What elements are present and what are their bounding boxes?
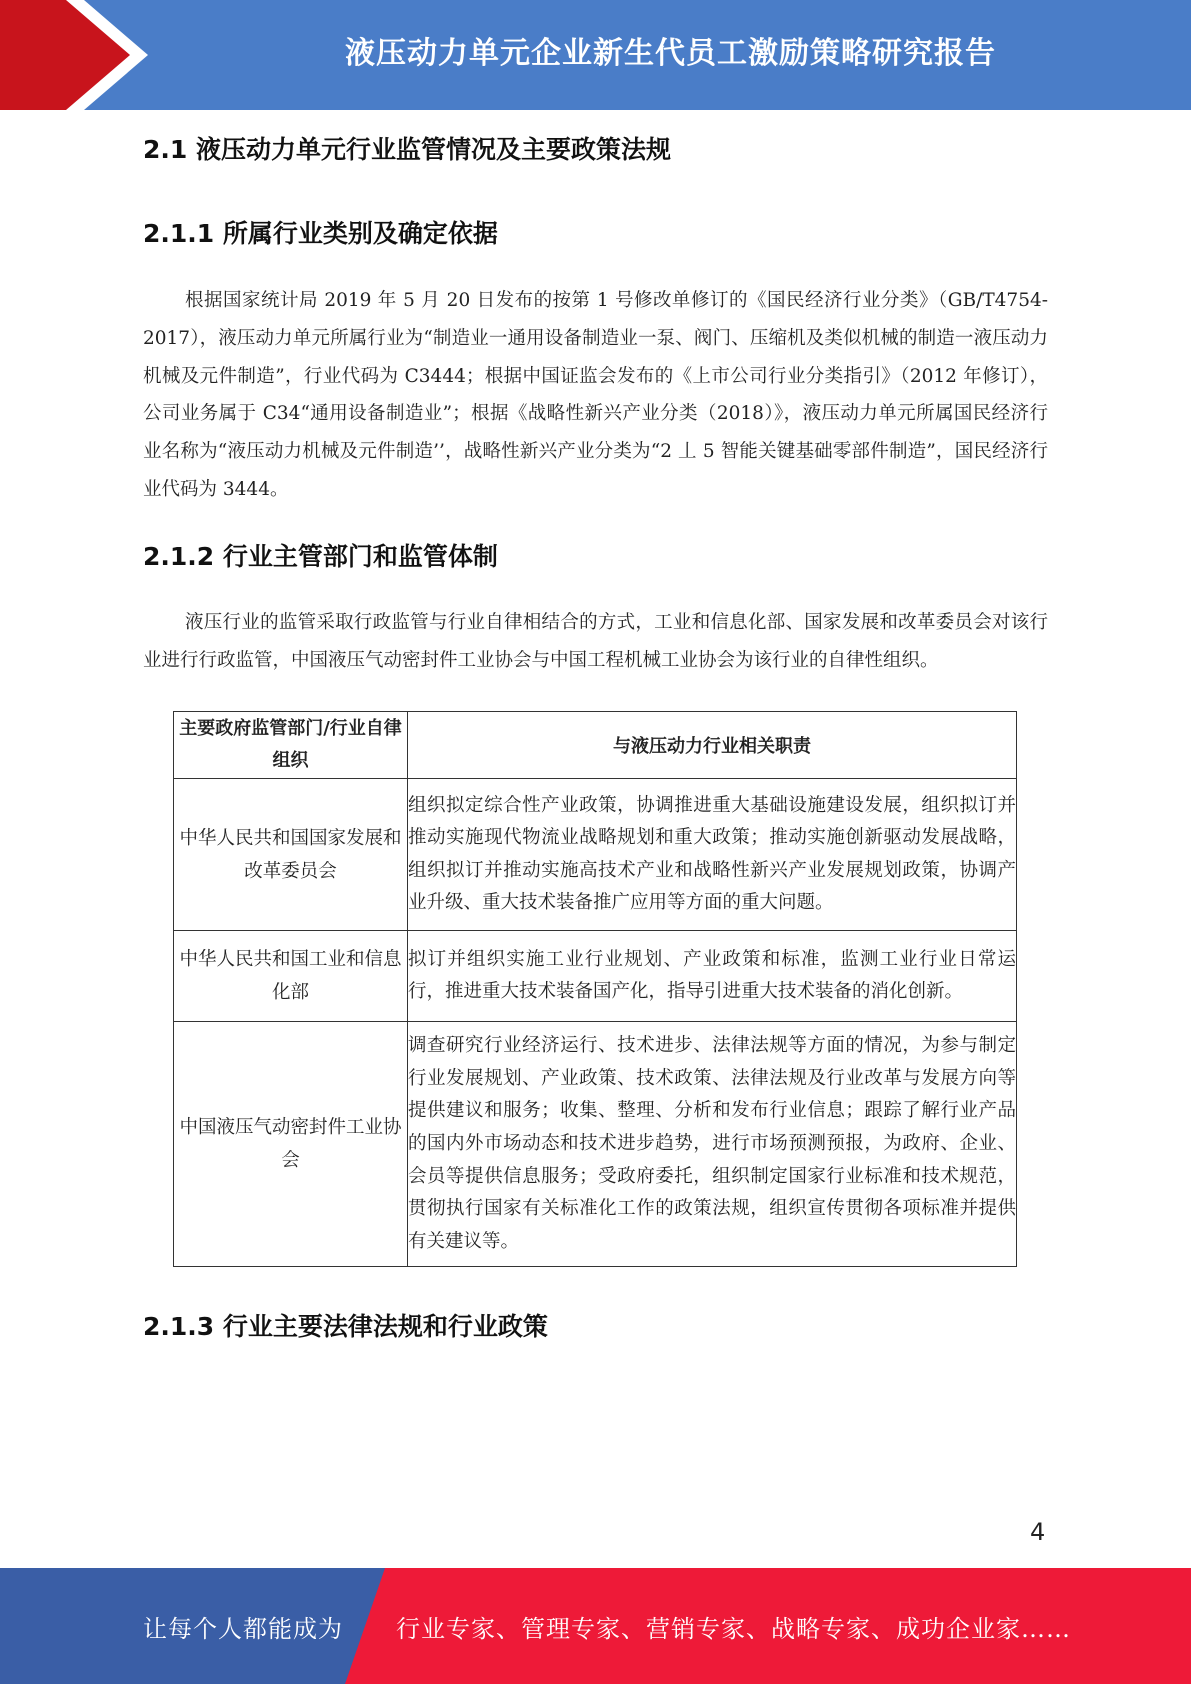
- table-row: [174, 931, 1017, 1022]
- paragraph-industry-classification: 根据国家统计局 2019 年 5 月 20 日发布的按第 1 号修改单修订的《国民经济行业分类》（GB/T4754-2017），液压动力单元所属行业为“制造业一通用设备制造业一泵、阀门、压缩机及类似机械的制造一液压动力机械及元件制造”，行业代码为 C3444；根据中国证监会发布的《上市公司行业分类指引》（2012 年修订），公司业务属于 C34“通用设备制造业”；根据《战略性新兴产业分类（2018）》，液压动力单元所属国民经济行业名称为“液压动力机械及元件制造’’，战略性新兴产业分类为“2 丄 5 智能关键基础零部件制造”，国民经济行业代码为 3444。: [143, 290, 1048, 500]
- page-header: [0, 0, 1191, 110]
- footer-slogan-right: 行业专家、管理专家、营销专家、战略专家、成功企业家……: [396, 1614, 1071, 1643]
- footer-slogan-left: 让每个人都能成为: [143, 1614, 343, 1643]
- page-footer: [0, 1568, 1191, 1684]
- table-row: [174, 779, 1017, 931]
- table-header-cell: 与液压动力行业相关职责: [408, 712, 1017, 779]
- table-cell-duty: 拟订并组织实施工业行业规划、产业政策和标准，监测工业行业日常运行，推进重大技术装备国产化，指导引进重大技术装备的消化创新。: [408, 931, 1017, 1022]
- page-number: 4: [1030, 1518, 1046, 1546]
- table-header-row: [174, 712, 1017, 779]
- table-cell-org: 中华人民共和国国家发展和改革委员会: [174, 779, 408, 931]
- section-heading-2-1-1: 2.1.1 所属行业类别及确定依据: [143, 219, 498, 248]
- section-heading-2-1: 2.1 液压动力单元行业监管情况及主要政策法规: [143, 135, 671, 164]
- table-cell-duty: 调查研究行业经济运行、技术进步、法律法规等方面的情况，为参与制定行业发展规划、产业政策、技术政策、法律法规及行业改革与发展方向等提供建议和服务；收集、整理、分析和发布行业信息；跟踪了解行业产品的国内外市场动态和技术进步趋势，进行市场预测预报，为政府、企业、会员等提供信息服务；受政府委托，组织制定国家行业标准和技术规范，贯彻执行国家有关标准化工作的政策法规，组织宣传贯彻各项标准并提供有关建议等。: [408, 1022, 1017, 1267]
- header-arrow-decoration: [0, 0, 148, 110]
- table-cell-duty: 组织拟定综合性产业政策，协调推进重大基础设施建设发展，组织拟订并推动实施现代物流业战略规划和重大政策；推动实施创新驱动发展战略，组织拟订并推动实施高技术产业和战略性新兴产业发展规划政策，协调产业升级、重大技术装备推广应用等方面的重大问题。: [408, 779, 1017, 931]
- table-header-cell: 主要政府监管部门/行业自律组织: [174, 712, 408, 779]
- regulatory-bodies-table: [173, 711, 1017, 1267]
- main-content: [143, 118, 1048, 1359]
- table-cell-org: 中国液压气动密封件工业协会: [174, 1022, 408, 1267]
- table-cell-org: 中华人民共和国工业和信息化部: [174, 931, 408, 1022]
- paragraph-regulatory-system: 液压行业的监管采取行政监管与行业自律相结合的方式，工业和信息化部、国家发展和改革委员会对该行业进行行政监管，中国液压气动密封件工业协会与中国工程机械工业协会为该行业的自律性组织。: [143, 611, 1048, 671]
- section-heading-2-1-3: 2.1.3 行业主要法律法规和行业政策: [143, 1312, 548, 1342]
- table-row: [174, 1022, 1017, 1267]
- section-heading-2-1-2: 2.1.2 行业主管部门和监管体制: [143, 541, 498, 571]
- report-title: 液压动力单元企业新生代员工激励策略研究报告: [345, 36, 996, 71]
